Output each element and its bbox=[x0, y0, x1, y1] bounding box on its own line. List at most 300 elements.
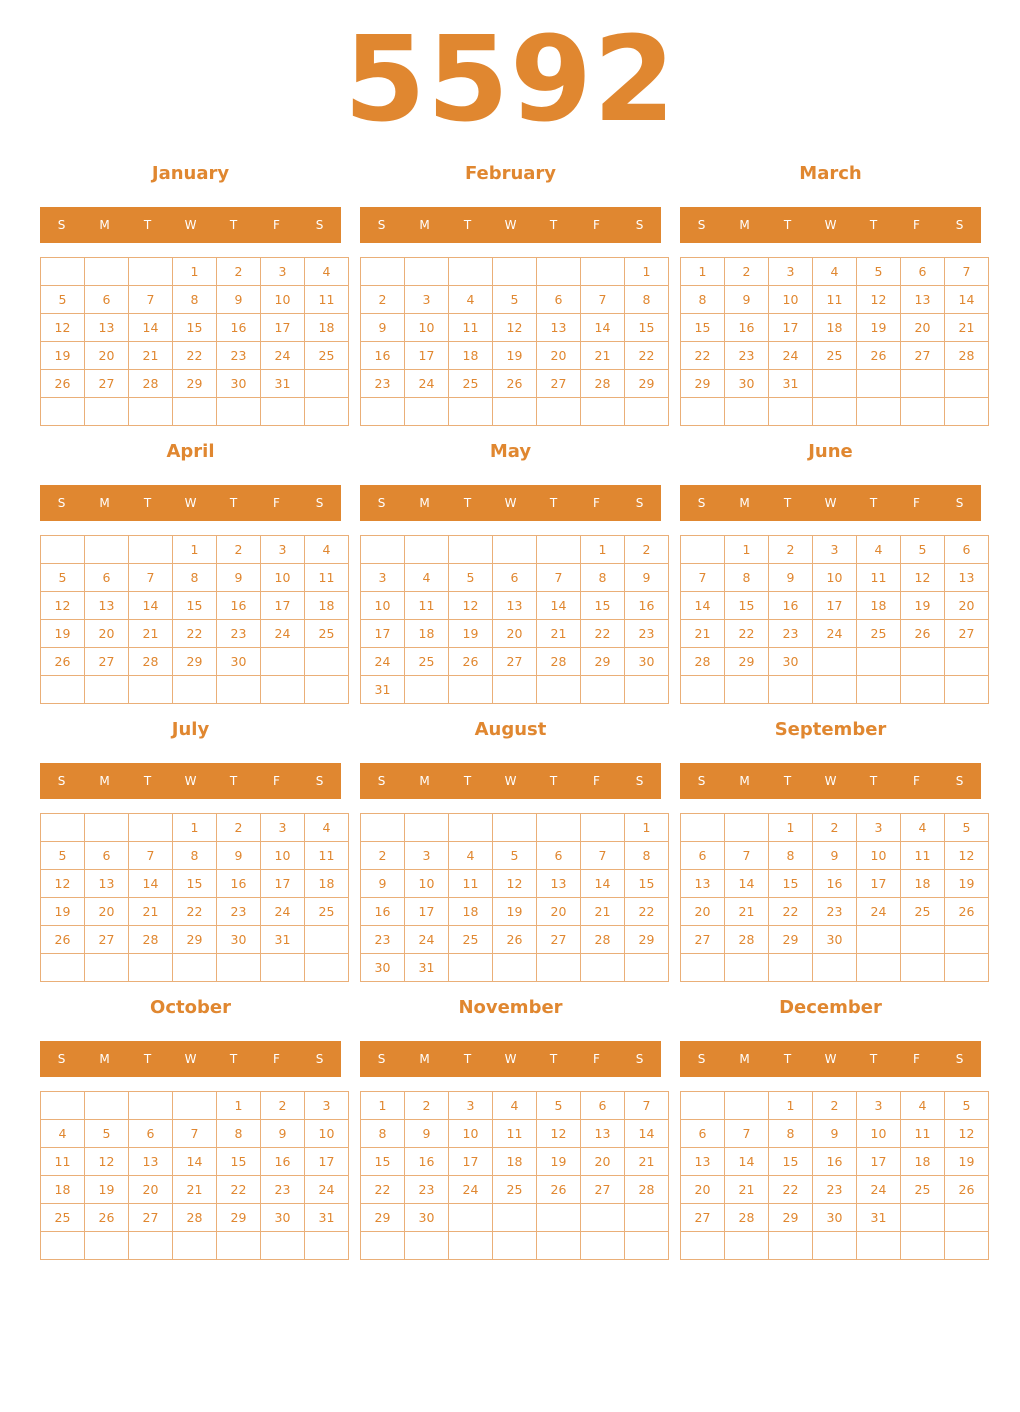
day-cell: 31 bbox=[405, 954, 449, 982]
day-cell: 2 bbox=[217, 536, 261, 564]
day-cell: 7 bbox=[581, 286, 625, 314]
day-cell: 7 bbox=[581, 842, 625, 870]
empty-cell bbox=[173, 1092, 217, 1120]
day-cell: 27 bbox=[85, 370, 129, 398]
day-cell: 11 bbox=[305, 842, 349, 870]
day-grid bbox=[40, 1091, 349, 1260]
day-cell: 9 bbox=[361, 314, 405, 342]
day-cell: 5 bbox=[945, 814, 989, 842]
day-cell: 30 bbox=[625, 648, 669, 676]
day-cell: 8 bbox=[173, 286, 217, 314]
week-row bbox=[681, 314, 989, 342]
weekday-header bbox=[40, 1041, 341, 1077]
weekday-label: T bbox=[783, 218, 792, 232]
month-name: April bbox=[166, 441, 215, 462]
day-cell: 25 bbox=[901, 1176, 945, 1204]
day-cell: 15 bbox=[725, 592, 769, 620]
empty-cell bbox=[361, 1232, 405, 1260]
day-cell: 12 bbox=[449, 592, 493, 620]
weekday-label: M bbox=[419, 774, 430, 788]
empty-cell bbox=[217, 398, 261, 426]
empty-cell bbox=[945, 1204, 989, 1232]
weekday-label: T bbox=[783, 1052, 792, 1066]
empty-cell bbox=[129, 398, 173, 426]
week-row bbox=[361, 1232, 669, 1260]
day-cell: 22 bbox=[173, 898, 217, 926]
day-cell: 8 bbox=[681, 286, 725, 314]
day-cell: 18 bbox=[305, 592, 349, 620]
day-cell: 24 bbox=[857, 1176, 901, 1204]
day-cell: 26 bbox=[945, 1176, 989, 1204]
empty-cell bbox=[681, 1092, 725, 1120]
day-cell: 9 bbox=[217, 564, 261, 592]
day-cell: 23 bbox=[217, 620, 261, 648]
day-cell: 27 bbox=[581, 1176, 625, 1204]
day-cell: 25 bbox=[305, 620, 349, 648]
day-cell: 29 bbox=[769, 926, 813, 954]
day-cell: 3 bbox=[449, 1092, 493, 1120]
empty-cell bbox=[305, 398, 349, 426]
day-cell: 17 bbox=[813, 592, 857, 620]
day-cell: 27 bbox=[85, 648, 129, 676]
empty-cell bbox=[41, 1232, 85, 1260]
day-cell: 29 bbox=[625, 926, 669, 954]
day-cell: 11 bbox=[901, 842, 945, 870]
month-name: August bbox=[474, 719, 547, 740]
empty-cell bbox=[901, 926, 945, 954]
weekday-label: T bbox=[549, 218, 558, 232]
day-cell: 5 bbox=[85, 1120, 129, 1148]
week-row bbox=[361, 370, 669, 398]
day-cell: 29 bbox=[625, 370, 669, 398]
week-row bbox=[41, 1120, 349, 1148]
day-cell: 7 bbox=[173, 1120, 217, 1148]
day-cell: 3 bbox=[857, 1092, 901, 1120]
day-cell: 9 bbox=[813, 1120, 857, 1148]
week-row bbox=[681, 564, 989, 592]
day-cell: 25 bbox=[305, 342, 349, 370]
day-cell: 27 bbox=[945, 620, 989, 648]
empty-cell bbox=[537, 814, 581, 842]
day-cell: 27 bbox=[681, 926, 725, 954]
day-cell: 2 bbox=[361, 286, 405, 314]
empty-cell bbox=[41, 954, 85, 982]
weekday-label: T bbox=[229, 774, 238, 788]
day-cell: 13 bbox=[581, 1120, 625, 1148]
week-row bbox=[361, 1176, 669, 1204]
day-cell: 20 bbox=[129, 1176, 173, 1204]
week-row bbox=[41, 870, 349, 898]
day-cell: 8 bbox=[725, 564, 769, 592]
day-cell: 21 bbox=[681, 620, 725, 648]
day-cell: 13 bbox=[681, 870, 725, 898]
day-cell: 8 bbox=[625, 842, 669, 870]
empty-cell bbox=[537, 398, 581, 426]
day-cell: 21 bbox=[725, 1176, 769, 1204]
day-cell: 9 bbox=[217, 286, 261, 314]
week-row bbox=[681, 676, 989, 704]
empty-cell bbox=[581, 1204, 625, 1232]
day-cell: 20 bbox=[85, 898, 129, 926]
day-cell: 18 bbox=[813, 314, 857, 342]
weekday-label: M bbox=[99, 218, 110, 232]
empty-cell bbox=[901, 648, 945, 676]
empty-cell bbox=[901, 954, 945, 982]
day-cell: 2 bbox=[405, 1092, 449, 1120]
day-cell: 10 bbox=[857, 842, 901, 870]
day-cell: 3 bbox=[261, 258, 305, 286]
day-cell: 12 bbox=[41, 592, 85, 620]
day-cell: 31 bbox=[305, 1204, 349, 1232]
day-cell: 16 bbox=[813, 1148, 857, 1176]
day-cell: 9 bbox=[725, 286, 769, 314]
day-cell: 28 bbox=[725, 1204, 769, 1232]
empty-cell bbox=[129, 954, 173, 982]
day-cell: 22 bbox=[681, 342, 725, 370]
day-cell: 3 bbox=[405, 286, 449, 314]
day-cell: 14 bbox=[945, 286, 989, 314]
empty-cell bbox=[261, 648, 305, 676]
week-row bbox=[41, 1204, 349, 1232]
week-row bbox=[361, 564, 669, 592]
week-row bbox=[41, 592, 349, 620]
day-cell: 16 bbox=[361, 342, 405, 370]
empty-cell bbox=[857, 1232, 901, 1260]
empty-cell bbox=[945, 926, 989, 954]
day-cell: 15 bbox=[625, 314, 669, 342]
empty-cell bbox=[581, 954, 625, 982]
empty-cell bbox=[537, 258, 581, 286]
day-cell: 1 bbox=[625, 258, 669, 286]
weekday-label: S bbox=[955, 1052, 964, 1066]
day-cell: 29 bbox=[173, 370, 217, 398]
day-cell: 2 bbox=[625, 536, 669, 564]
empty-cell bbox=[857, 676, 901, 704]
day-cell: 29 bbox=[725, 648, 769, 676]
day-cell: 6 bbox=[537, 842, 581, 870]
empty-cell bbox=[493, 398, 537, 426]
empty-cell bbox=[901, 398, 945, 426]
day-cell: 30 bbox=[405, 1204, 449, 1232]
empty-cell bbox=[261, 1232, 305, 1260]
day-cell: 19 bbox=[537, 1148, 581, 1176]
empty-cell bbox=[449, 536, 493, 564]
day-cell: 24 bbox=[769, 342, 813, 370]
empty-cell bbox=[945, 398, 989, 426]
empty-cell bbox=[361, 814, 405, 842]
day-cell: 6 bbox=[945, 536, 989, 564]
day-cell: 2 bbox=[217, 258, 261, 286]
day-cell: 15 bbox=[769, 870, 813, 898]
day-cell: 24 bbox=[305, 1176, 349, 1204]
empty-cell bbox=[449, 258, 493, 286]
day-cell: 29 bbox=[217, 1204, 261, 1232]
weekday-label: T bbox=[549, 496, 558, 510]
weekday-label: M bbox=[419, 1052, 430, 1066]
empty-cell bbox=[681, 814, 725, 842]
day-cell: 31 bbox=[361, 676, 405, 704]
day-cell: 30 bbox=[217, 370, 261, 398]
day-cell: 31 bbox=[261, 370, 305, 398]
day-cell: 8 bbox=[769, 1120, 813, 1148]
weekday-label: M bbox=[739, 774, 750, 788]
day-cell: 16 bbox=[217, 592, 261, 620]
day-cell: 29 bbox=[173, 648, 217, 676]
weekday-label: M bbox=[739, 496, 750, 510]
day-cell: 27 bbox=[85, 926, 129, 954]
day-cell: 17 bbox=[857, 1148, 901, 1176]
weekday-header bbox=[360, 485, 661, 521]
empty-cell bbox=[361, 536, 405, 564]
day-cell: 9 bbox=[769, 564, 813, 592]
weekday-label: F bbox=[273, 774, 280, 788]
day-cell: 18 bbox=[449, 342, 493, 370]
weekday-label: T bbox=[783, 496, 792, 510]
weekday-label: S bbox=[377, 496, 386, 510]
day-cell: 23 bbox=[361, 926, 405, 954]
weekday-label: S bbox=[377, 774, 386, 788]
day-cell: 30 bbox=[813, 1204, 857, 1232]
day-cell: 19 bbox=[901, 592, 945, 620]
day-cell: 10 bbox=[857, 1120, 901, 1148]
empty-cell bbox=[537, 676, 581, 704]
day-cell: 22 bbox=[581, 620, 625, 648]
week-row bbox=[41, 1092, 349, 1120]
day-cell: 19 bbox=[945, 1148, 989, 1176]
day-cell: 30 bbox=[217, 926, 261, 954]
month-name: November bbox=[458, 997, 563, 1018]
day-cell: 8 bbox=[361, 1120, 405, 1148]
day-cell: 10 bbox=[405, 870, 449, 898]
day-cell: 26 bbox=[857, 342, 901, 370]
weekday-label: M bbox=[99, 1052, 110, 1066]
day-cell: 1 bbox=[361, 1092, 405, 1120]
empty-cell bbox=[945, 370, 989, 398]
day-cell: 1 bbox=[173, 258, 217, 286]
weekday-label: W bbox=[504, 496, 517, 510]
day-cell: 14 bbox=[681, 592, 725, 620]
empty-cell bbox=[857, 954, 901, 982]
weekday-label: S bbox=[315, 218, 324, 232]
day-cell: 18 bbox=[493, 1148, 537, 1176]
week-row bbox=[41, 898, 349, 926]
weekday-label: W bbox=[504, 1052, 517, 1066]
day-cell: 30 bbox=[769, 648, 813, 676]
day-cell: 11 bbox=[813, 286, 857, 314]
day-cell: 22 bbox=[173, 620, 217, 648]
day-cell: 28 bbox=[129, 926, 173, 954]
day-cell: 25 bbox=[901, 898, 945, 926]
day-cell: 17 bbox=[361, 620, 405, 648]
day-cell: 4 bbox=[857, 536, 901, 564]
weekday-label: F bbox=[273, 218, 280, 232]
empty-cell bbox=[537, 1204, 581, 1232]
day-cell: 21 bbox=[581, 898, 625, 926]
day-cell: 5 bbox=[41, 564, 85, 592]
day-cell: 8 bbox=[217, 1120, 261, 1148]
day-cell: 14 bbox=[725, 1148, 769, 1176]
weekday-header bbox=[40, 207, 341, 243]
day-grid bbox=[360, 813, 669, 982]
weekday-label: T bbox=[869, 1052, 878, 1066]
empty-cell bbox=[361, 398, 405, 426]
empty-cell bbox=[41, 1092, 85, 1120]
day-cell: 19 bbox=[945, 870, 989, 898]
weekday-label: S bbox=[955, 774, 964, 788]
empty-cell bbox=[405, 814, 449, 842]
day-cell: 10 bbox=[261, 286, 305, 314]
day-cell: 21 bbox=[581, 342, 625, 370]
day-cell: 1 bbox=[581, 536, 625, 564]
empty-cell bbox=[581, 1232, 625, 1260]
day-cell: 13 bbox=[537, 314, 581, 342]
day-cell: 26 bbox=[493, 370, 537, 398]
day-cell: 23 bbox=[813, 1176, 857, 1204]
weekday-label: F bbox=[593, 218, 600, 232]
day-cell: 24 bbox=[449, 1176, 493, 1204]
day-cell: 5 bbox=[41, 286, 85, 314]
empty-cell bbox=[581, 398, 625, 426]
day-cell: 21 bbox=[625, 1148, 669, 1176]
empty-cell bbox=[581, 258, 625, 286]
empty-cell bbox=[129, 676, 173, 704]
week-row bbox=[41, 1232, 349, 1260]
week-row bbox=[41, 842, 349, 870]
day-cell: 5 bbox=[537, 1092, 581, 1120]
week-row bbox=[681, 954, 989, 982]
day-cell: 4 bbox=[405, 564, 449, 592]
day-cell: 20 bbox=[681, 1176, 725, 1204]
day-cell: 16 bbox=[217, 870, 261, 898]
weekday-label: F bbox=[273, 1052, 280, 1066]
empty-cell bbox=[493, 536, 537, 564]
day-cell: 6 bbox=[85, 564, 129, 592]
day-cell: 8 bbox=[173, 842, 217, 870]
weekday-label: W bbox=[184, 774, 197, 788]
day-cell: 11 bbox=[901, 1120, 945, 1148]
empty-cell bbox=[681, 1232, 725, 1260]
day-cell: 18 bbox=[901, 870, 945, 898]
month-name: March bbox=[799, 163, 862, 184]
day-cell: 27 bbox=[129, 1204, 173, 1232]
weekday-label: T bbox=[229, 1052, 238, 1066]
day-cell: 9 bbox=[625, 564, 669, 592]
weekday-label: F bbox=[913, 774, 920, 788]
empty-cell bbox=[405, 1232, 449, 1260]
week-row bbox=[41, 620, 349, 648]
day-cell: 7 bbox=[681, 564, 725, 592]
weekday-header bbox=[40, 763, 341, 799]
weekday-label: T bbox=[549, 774, 558, 788]
empty-cell bbox=[537, 954, 581, 982]
day-cell: 6 bbox=[493, 564, 537, 592]
day-cell: 11 bbox=[493, 1120, 537, 1148]
day-cell: 29 bbox=[769, 1204, 813, 1232]
day-cell: 17 bbox=[857, 870, 901, 898]
empty-cell bbox=[85, 258, 129, 286]
empty-cell bbox=[129, 536, 173, 564]
weekday-header bbox=[680, 485, 981, 521]
empty-cell bbox=[405, 398, 449, 426]
day-cell: 6 bbox=[901, 258, 945, 286]
week-row bbox=[41, 648, 349, 676]
day-cell: 4 bbox=[449, 842, 493, 870]
week-row bbox=[681, 1176, 989, 1204]
day-cell: 28 bbox=[581, 926, 625, 954]
week-row bbox=[681, 1092, 989, 1120]
day-cell: 5 bbox=[493, 842, 537, 870]
empty-cell bbox=[581, 814, 625, 842]
weekday-label: W bbox=[504, 774, 517, 788]
week-row bbox=[681, 898, 989, 926]
day-cell: 24 bbox=[405, 370, 449, 398]
day-cell: 15 bbox=[681, 314, 725, 342]
day-cell: 16 bbox=[769, 592, 813, 620]
day-cell: 14 bbox=[581, 314, 625, 342]
empty-cell bbox=[493, 1204, 537, 1232]
day-cell: 1 bbox=[769, 814, 813, 842]
day-cell: 3 bbox=[857, 814, 901, 842]
weekday-label: S bbox=[377, 1052, 386, 1066]
day-cell: 18 bbox=[305, 314, 349, 342]
empty-cell bbox=[725, 676, 769, 704]
empty-cell bbox=[857, 370, 901, 398]
day-cell: 16 bbox=[625, 592, 669, 620]
month-name: September bbox=[774, 719, 887, 740]
day-cell: 13 bbox=[537, 870, 581, 898]
day-cell: 20 bbox=[537, 342, 581, 370]
day-cell: 5 bbox=[901, 536, 945, 564]
day-cell: 4 bbox=[493, 1092, 537, 1120]
weekday-label: W bbox=[824, 496, 837, 510]
day-cell: 16 bbox=[813, 870, 857, 898]
day-cell: 11 bbox=[305, 286, 349, 314]
day-cell: 4 bbox=[901, 814, 945, 842]
week-row bbox=[41, 536, 349, 564]
weekday-label: W bbox=[824, 218, 837, 232]
day-cell: 23 bbox=[405, 1176, 449, 1204]
day-cell: 7 bbox=[129, 842, 173, 870]
day-cell: 28 bbox=[945, 342, 989, 370]
day-cell: 24 bbox=[857, 898, 901, 926]
week-row bbox=[41, 258, 349, 286]
week-row bbox=[361, 926, 669, 954]
day-cell: 28 bbox=[725, 926, 769, 954]
day-cell: 17 bbox=[261, 592, 305, 620]
day-cell: 25 bbox=[449, 370, 493, 398]
day-cell: 9 bbox=[261, 1120, 305, 1148]
day-cell: 14 bbox=[537, 592, 581, 620]
empty-cell bbox=[769, 1232, 813, 1260]
day-cell: 15 bbox=[361, 1148, 405, 1176]
day-cell: 14 bbox=[129, 314, 173, 342]
day-cell: 29 bbox=[173, 926, 217, 954]
day-cell: 30 bbox=[725, 370, 769, 398]
week-row bbox=[41, 954, 349, 982]
empty-cell bbox=[681, 536, 725, 564]
day-cell: 17 bbox=[405, 898, 449, 926]
day-cell: 20 bbox=[537, 898, 581, 926]
weekday-label: S bbox=[955, 496, 964, 510]
day-cell: 12 bbox=[41, 870, 85, 898]
week-row bbox=[681, 870, 989, 898]
day-cell: 6 bbox=[85, 842, 129, 870]
day-cell: 5 bbox=[945, 1092, 989, 1120]
empty-cell bbox=[857, 926, 901, 954]
empty-cell bbox=[493, 954, 537, 982]
weekday-label: F bbox=[913, 1052, 920, 1066]
day-cell: 16 bbox=[725, 314, 769, 342]
